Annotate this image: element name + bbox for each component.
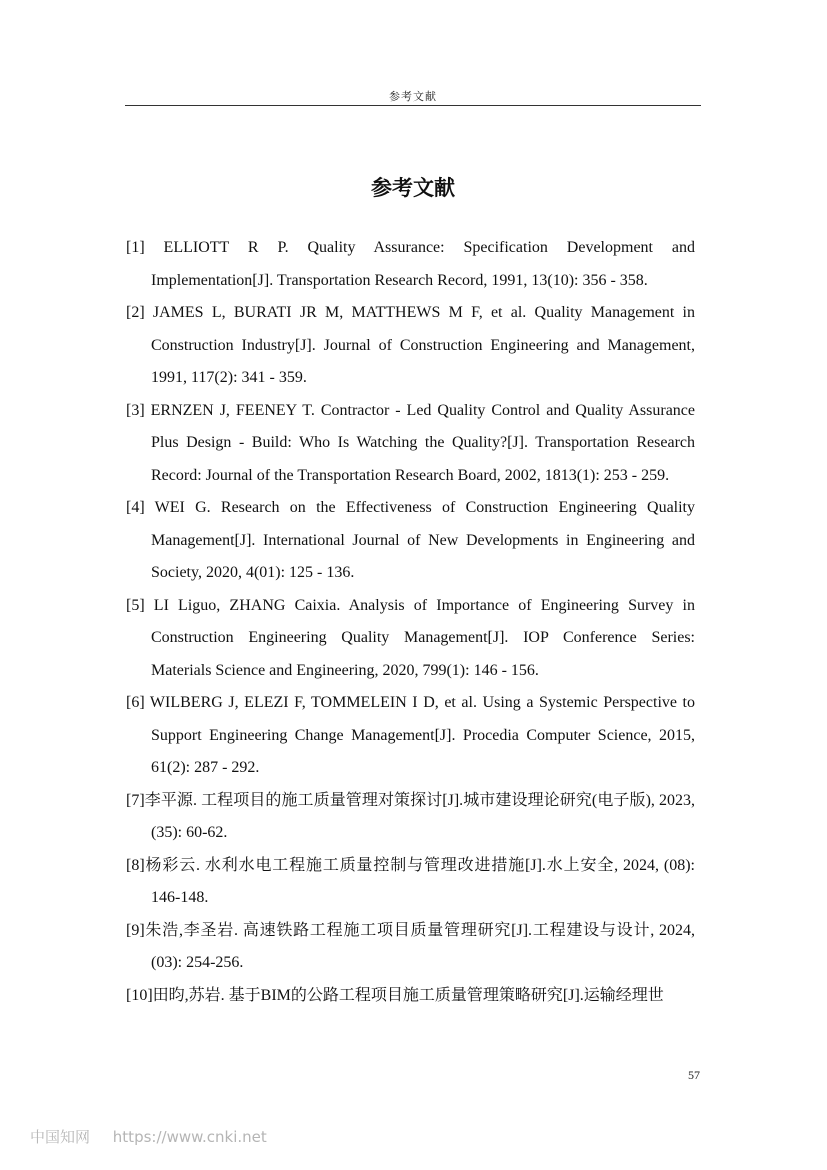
section-title: 参考文献 [371,176,455,200]
reference-item-9: [9]朱浩,李圣岩. 高速铁路工程施工项目质量管理研究[J].工程建设与设计, 2024, (03): 254-256. [126,921,695,971]
reference-item-8: [8]杨彩云. 水利水电工程施工质量控制与管理改进措施[J].水上安全, 2024, (08): 146-148. [126,856,695,906]
page-number: 57 [688,1068,700,1082]
reference-item-10: [10]田昀,苏岩. 基于BIM的公路工程项目施工质量管理策略研究[J].运输经理世 [126,986,664,1004]
reference-item-6: [6] WILBERG J, ELEZI F, TOMMELEIN I D, et al. Using a Systemic Perspective to Support Engineering Change Management[J]. Procedia Computer Science, 2015, 61(2): 287 - 292. [126,694,695,776]
reference-item-1: [1] ELLIOTT R P. Quality Assurance: Specification Development and Implementation[J]. Transportation Research Record, 1991, 13(10): 356 - 358. [126,239,695,289]
reference-item-4: [4] WEI G. Research on the Effectiveness of Construction Engineering Quality Management[J]. International Journal of New Developments in Engineering and Society, 2020, 4(01): 125 - 136. [126,499,695,581]
cnki-url-link[interactable]: https://www.cnki.net [112,1128,267,1146]
reference-item-2: [2] JAMES L, BURATI JR M, MATTHEWS M F, et al. Quality Management in Construction Industry[J]. Journal of Construction Engineering and Management, 1991, 117(2): 341 - 359. [126,304,695,386]
running-header: 参考文献 [389,91,437,103]
reference-list [126,232,695,1012]
header-divider [125,105,701,106]
reference-item-7: [7]李平源. 工程项目的施工质量管理对策探讨[J].城市建设理论研究(电子版), 2023, (35): 60-62. [126,791,695,841]
cnki-logo-text: 中国知网 [30,1128,91,1146]
cnki-watermark [30,1126,267,1147]
reference-item-3: [3] ERNZEN J, FEENEY T. Contractor - Led Quality Control and Quality Assurance Plus Design - Build: Who Is Watching the Quality?[J]. Transportation Research Record: Journal of the Transportation Research Board, 2002, 1813(1): 253 - 259. [126,401,695,484]
reference-item-5: [5] LI Liguo, ZHANG Caixia. Analysis of Importance of Engineering Survey in Construction Engineering Quality Management[J]. IOP Conference Series: Materials Science and Engineering, 2020, 799(1): 146 - 156. [126,596,695,679]
